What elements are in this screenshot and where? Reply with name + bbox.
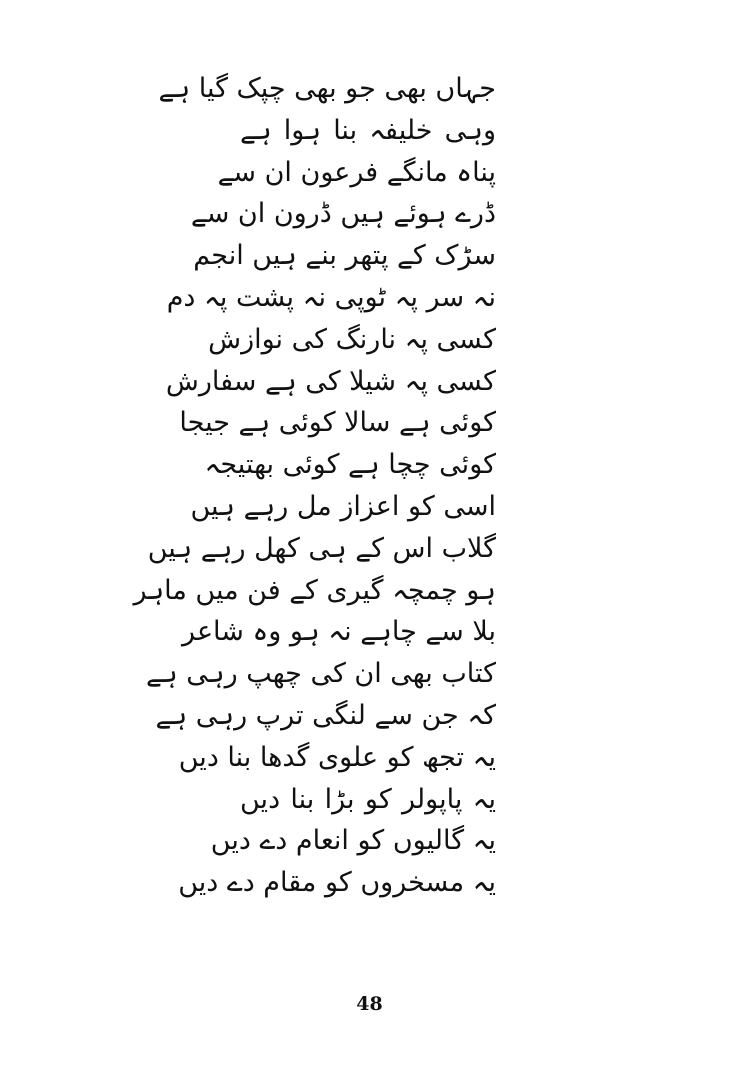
poem-line: یہ پاپولر کو بڑا بنا دیں: [240, 783, 496, 815]
poem-line: کسی پہ شیلا کی ہے سفارش: [165, 365, 496, 397]
poem-line: بلا سے چاہے نہ ہو وہ شاعر: [182, 616, 496, 648]
poem-line: پناہ مانگے فرعون ان سے: [217, 156, 496, 188]
poem: [133, 68, 496, 904]
page-number: 48: [356, 993, 383, 1015]
poem-line: سڑک کے پتھر بنے ہیں انجم: [193, 240, 496, 272]
poem-line: یہ گالیوں کو انعام دے دیں: [210, 825, 496, 857]
poem-line: ڈرے ہوئے ہیں ڈرون ان سے: [190, 198, 496, 230]
poem-line: کتاب بھی ان کی چھپ رہی ہے: [146, 658, 496, 690]
poem-line: ہو چمچہ گیری کے فن میں ماہر: [133, 574, 496, 606]
poem-line: وہی خلیفہ بنا ہوا ہے: [240, 114, 496, 146]
poem-line: کوئی ہے سالا کوئی ہے جیجا: [179, 407, 496, 439]
poem-line: یہ مسخروں کو مقام دے دیں: [178, 867, 496, 899]
poem-line: اسی کو اعزاز مل رہے ہیں: [190, 490, 496, 522]
poem-line: کسی پہ نارنگ کی نوازش: [208, 323, 496, 355]
poem-line: یہ تجھ کو علوی گدھا بنا دیں: [178, 741, 496, 773]
poem-line: کوئی چچا ہے کوئی بھتیجہ: [204, 449, 496, 481]
poem-line: کہ جن سے لنگی ترپ رہی ہے: [155, 699, 496, 731]
poem-line: گلاب اس کے ہی کھل رہے ہیں: [147, 532, 496, 564]
poem-line: جہاں بھی جو بھی چپک گیا ہے: [158, 73, 496, 104]
poem-line: نہ سر پہ ٹوپی نہ پشت پہ دم: [166, 281, 496, 313]
